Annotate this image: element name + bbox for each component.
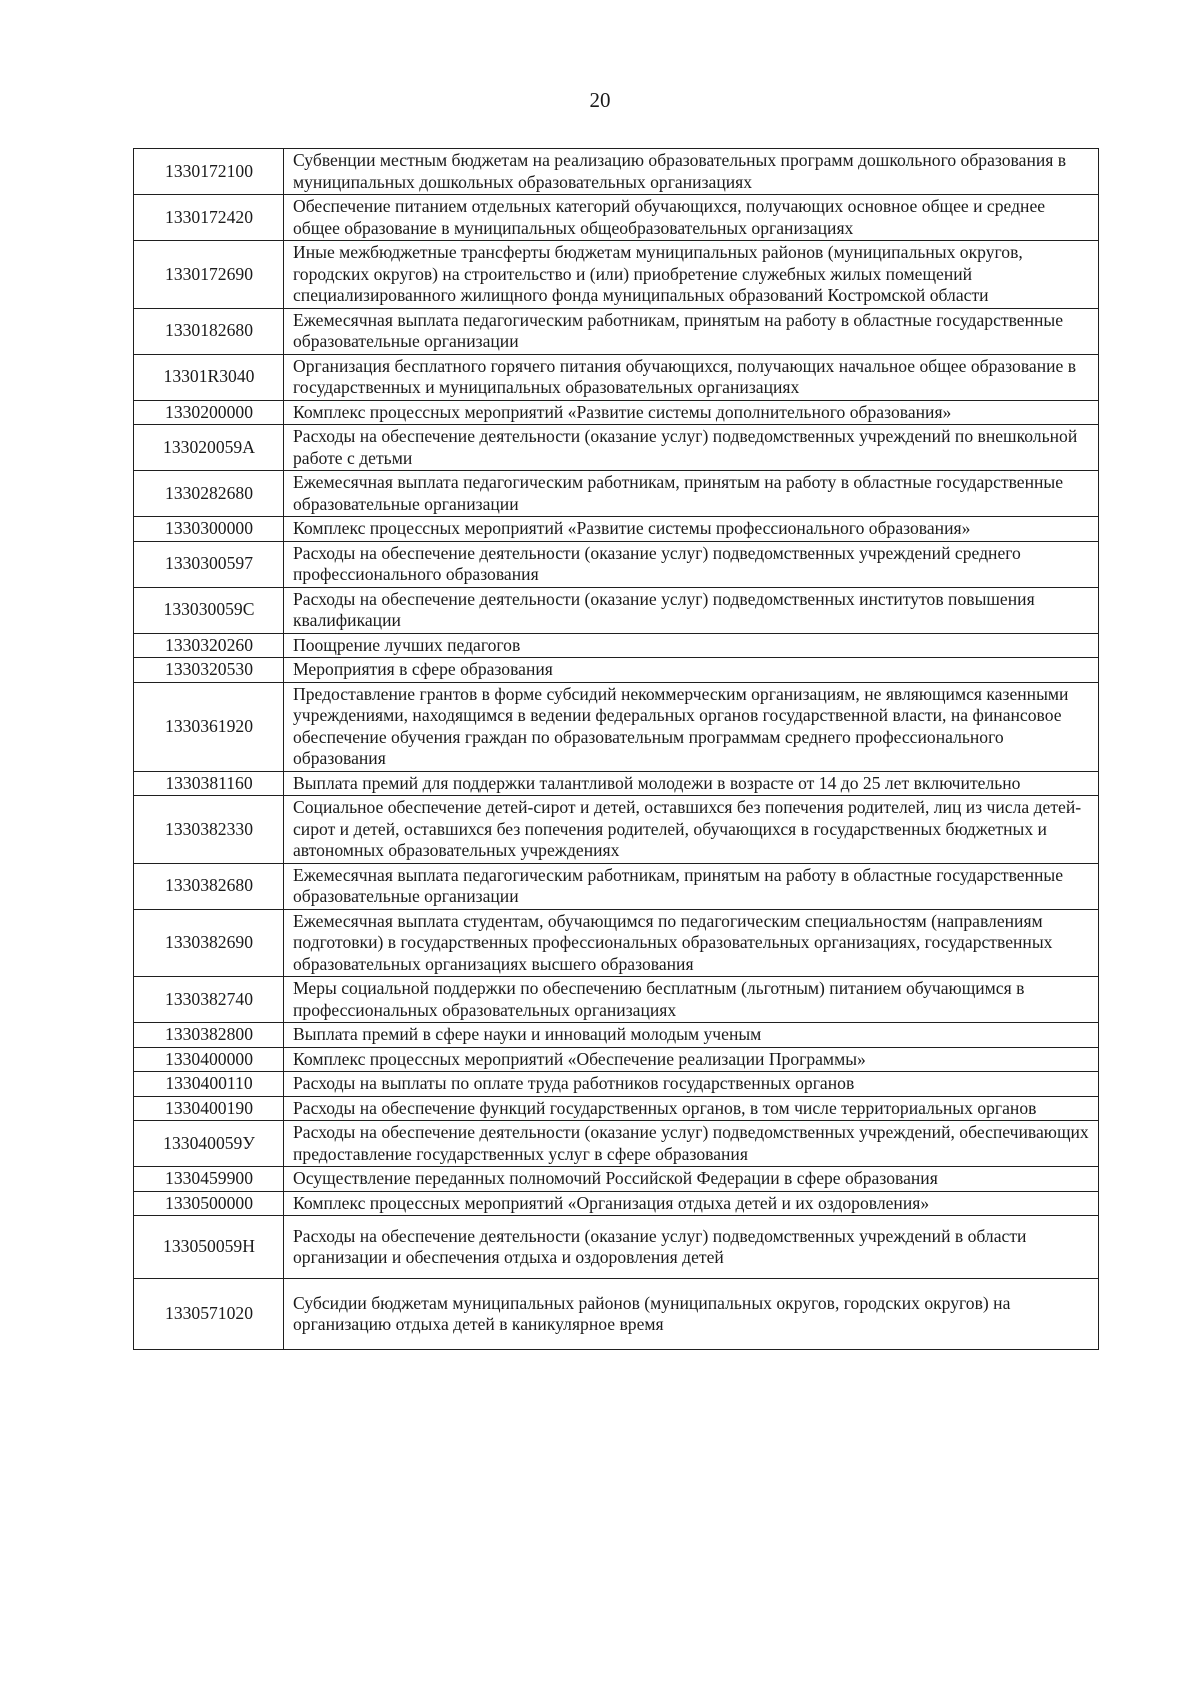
- table-row: [134, 977, 1099, 1023]
- table-row: [134, 195, 1099, 241]
- table-row: [134, 1023, 1099, 1048]
- row-code: 1330172420: [134, 195, 284, 241]
- page-number: 20: [589, 88, 611, 112]
- row-description: Комплекс процессных мероприятий «Развитие системы дополнительного образования»: [284, 400, 1099, 425]
- table-row: [134, 796, 1099, 864]
- row-description: Выплата премий для поддержки талантливой молодежи в возрасте от 14 до 25 лет включительно: [284, 771, 1099, 796]
- table-row: [134, 241, 1099, 309]
- table-row: [134, 517, 1099, 542]
- row-description: Социальное обеспечение детей-сирот и детей, оставшихся без попечения родителей, лиц из числа детей-сирот и детей, оставшихся без попечения родителей, обучающихся в государственных бюджетных и автономных образовательных учреждениях: [284, 796, 1099, 864]
- row-code: 1330200000: [134, 400, 284, 425]
- row-code: 1330459900: [134, 1167, 284, 1192]
- row-code: 133040059У: [134, 1121, 284, 1167]
- row-code: 1330282680: [134, 471, 284, 517]
- row-description: Расходы на обеспечение деятельности (оказание услуг) подведомственных учреждений по внешкольной работе с детьми: [284, 425, 1099, 471]
- row-code: 1330182680: [134, 308, 284, 354]
- row-code: 1330382740: [134, 977, 284, 1023]
- row-code: 1330361920: [134, 682, 284, 771]
- row-code: 133020059А: [134, 425, 284, 471]
- table-row: [134, 149, 1099, 195]
- row-description: Расходы на обеспечение деятельности (оказание услуг) подведомственных институтов повышения квалификации: [284, 587, 1099, 633]
- row-code: 1330382680: [134, 863, 284, 909]
- table-row: [134, 863, 1099, 909]
- row-code: 1330381160: [134, 771, 284, 796]
- row-code: 13301R3040: [134, 354, 284, 400]
- row-description: Ежемесячная выплата педагогическим работникам, принятым на работу в областные государственные образовательные организации: [284, 471, 1099, 517]
- table-row: [134, 1072, 1099, 1097]
- row-code: 1330382800: [134, 1023, 284, 1048]
- row-description: Расходы на выплаты по оплате труда работников государственных органов: [284, 1072, 1099, 1097]
- row-code: 1330172100: [134, 149, 284, 195]
- row-description: Расходы на обеспечение деятельности (оказание услуг) подведомственных учреждений, обеспечивающих предоставление государственных услуг в сфере образования: [284, 1121, 1099, 1167]
- table-row: [134, 633, 1099, 658]
- row-code: 1330400190: [134, 1096, 284, 1121]
- row-code: 1330400110: [134, 1072, 284, 1097]
- row-description: Меры социальной поддержки по обеспечению бесплатным (льготным) питанием обучающимся в профессиональных образовательных организациях: [284, 977, 1099, 1023]
- table-row: [134, 1096, 1099, 1121]
- table-row: [134, 1279, 1099, 1350]
- budget-codes-table: [133, 148, 1099, 1350]
- table-row: [134, 471, 1099, 517]
- row-description: Мероприятия в сфере образования: [284, 658, 1099, 683]
- row-description: Ежемесячная выплата педагогическим работникам, принятым на работу в областные государственные образовательные организации: [284, 308, 1099, 354]
- row-code: 1330172690: [134, 241, 284, 309]
- row-description: Комплекс процессных мероприятий «Обеспечение реализации Программы»: [284, 1047, 1099, 1072]
- row-description: Обеспечение питанием отдельных категорий обучающихся, получающих основное общее и среднее общее образование в муниципальных общеобразовательных организациях: [284, 195, 1099, 241]
- row-code: 133050059Н: [134, 1216, 284, 1279]
- table-row: [134, 909, 1099, 977]
- row-description: Субсидии бюджетам муниципальных районов (муниципальных округов, городских округов) на организацию отдыха детей в каникулярное время: [284, 1279, 1099, 1350]
- table-row: [134, 400, 1099, 425]
- row-code: 1330500000: [134, 1191, 284, 1216]
- row-description: Поощрение лучших педагогов: [284, 633, 1099, 658]
- row-description: Расходы на обеспечение функций государственных органов, в том числе территориальных органов: [284, 1096, 1099, 1121]
- row-description: Комплекс процессных мероприятий «Организация отдыха детей и их оздоровления»: [284, 1191, 1099, 1216]
- table-row: [134, 1121, 1099, 1167]
- row-code: 1330320260: [134, 633, 284, 658]
- row-code: 1330300000: [134, 517, 284, 542]
- table-row: [134, 658, 1099, 683]
- table-row: [134, 1047, 1099, 1072]
- row-code: 1330400000: [134, 1047, 284, 1072]
- row-description: Выплата премий в сфере науки и инноваций молодым ученым: [284, 1023, 1099, 1048]
- row-code: 1330320530: [134, 658, 284, 683]
- table-row: [134, 1191, 1099, 1216]
- row-code: 133030059С: [134, 587, 284, 633]
- table-row: [134, 425, 1099, 471]
- table-row: [134, 354, 1099, 400]
- table-row: [134, 682, 1099, 771]
- table-row: [134, 771, 1099, 796]
- row-code: 1330382690: [134, 909, 284, 977]
- row-description: Предоставление грантов в форме субсидий некоммерческим организациям, не являющимся казенными учреждениями, находящимся в ведении федеральных органов государственной власти, на финансовое обеспечение обучения граждан по образовательным программам среднего профессионального образования: [284, 682, 1099, 771]
- table-row: [134, 541, 1099, 587]
- row-description: Ежемесячная выплата педагогическим работникам, принятым на работу в областные государственные образовательные организации: [284, 863, 1099, 909]
- row-description: Комплекс процессных мероприятий «Развитие системы профессионального образования»: [284, 517, 1099, 542]
- row-description: Субвенции местным бюджетам на реализацию образовательных программ дошкольного образования в муниципальных дошкольных образовательных организациях: [284, 149, 1099, 195]
- row-description: Иные межбюджетные трансферты бюджетам муниципальных районов (муниципальных округов, городских округов) на строительство и (или) приобретение служебных жилых помещений специализированного жилищного фонда муниципальных образований Костромской области: [284, 241, 1099, 309]
- table-row: [134, 308, 1099, 354]
- row-code: 1330571020: [134, 1279, 284, 1350]
- row-description: Организация бесплатного горячего питания обучающихся, получающих начальное общее образование в государственных и муниципальных образовательных организациях: [284, 354, 1099, 400]
- row-code: 1330300597: [134, 541, 284, 587]
- row-description: Расходы на обеспечение деятельности (оказание услуг) подведомственных учреждений среднего профессионального образования: [284, 541, 1099, 587]
- row-description: Ежемесячная выплата студентам, обучающимся по педагогическим специальностям (направлениям подготовки) в государственных профессиональных образовательных организациях, государственных образовательных организациях высшего образования: [284, 909, 1099, 977]
- row-code: 1330382330: [134, 796, 284, 864]
- table-row: [134, 587, 1099, 633]
- row-description: Расходы на обеспечение деятельности (оказание услуг) подведомственных учреждений в области организации и обеспечения отдыха и оздоровления детей: [284, 1216, 1099, 1279]
- table-row: [134, 1216, 1099, 1279]
- row-description: Осуществление переданных полномочий Российской Федерации в сфере образования: [284, 1167, 1099, 1192]
- table-row: [134, 1167, 1099, 1192]
